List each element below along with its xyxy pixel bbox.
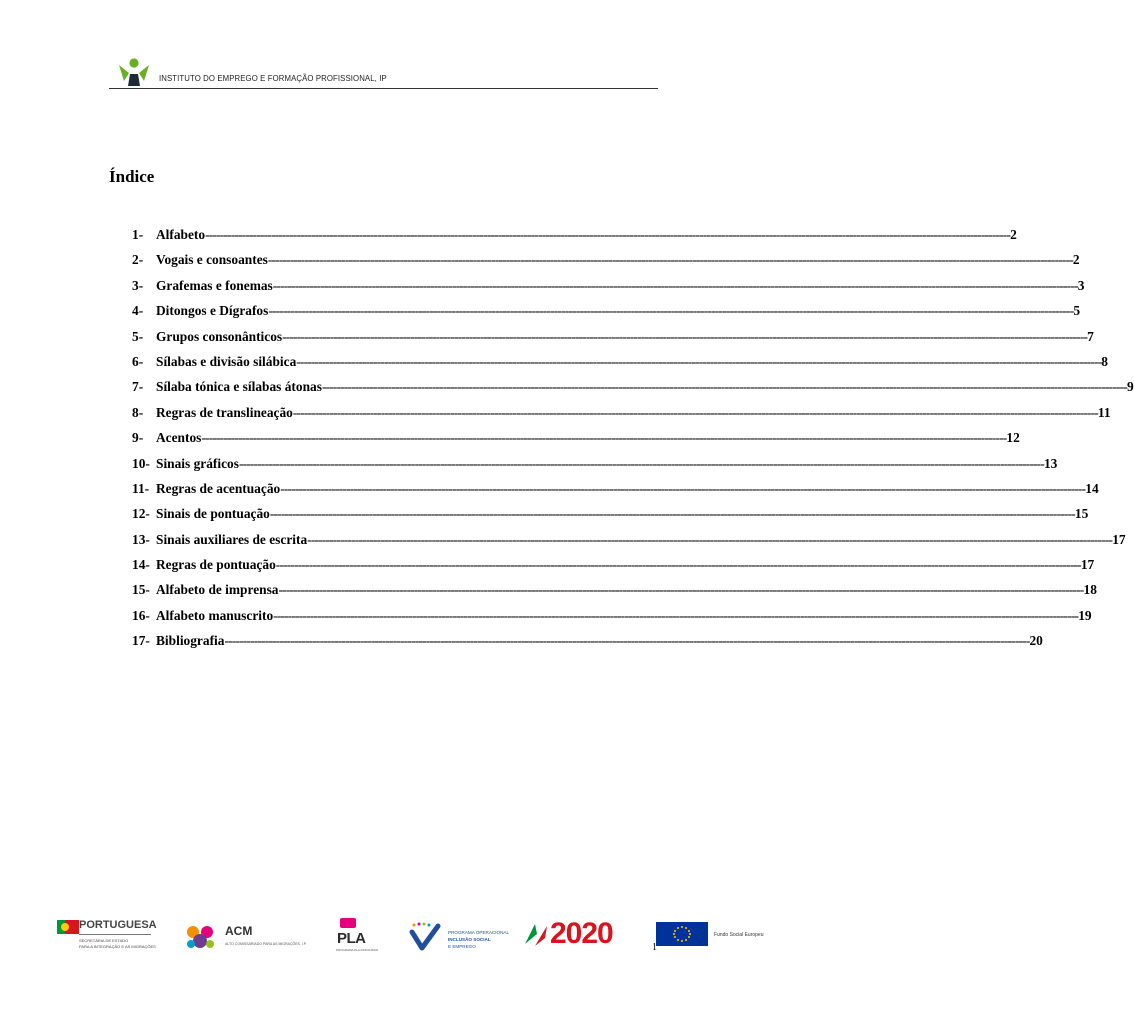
toc-entry-line bbox=[156, 531, 1126, 548]
toc-entry-title: Alfabeto bbox=[156, 227, 206, 242]
toc-leader-dashes: ---------------------------------------------------------------------------------------------------------------------------------------------------------------------------------------------------------------------------- bbox=[269, 506, 1075, 522]
toc-entry-number: 4- bbox=[132, 303, 144, 319]
toc-leader-dashes: ---------------------------------------------------------------------------------------------------------------------------------------------------------------------------------------------------------------------------- bbox=[278, 582, 1084, 598]
poise-check-icon bbox=[410, 922, 440, 952]
toc-leader-dashes: ---------------------------------------------------------------------------------------------------------------------------------------------------------------------------------------------------------------------------- bbox=[296, 353, 1102, 369]
republica-emblem-icon bbox=[57, 920, 79, 934]
toc-entry bbox=[132, 302, 1081, 327]
toc-entry bbox=[132, 556, 1095, 581]
toc-entry-number: 5- bbox=[132, 328, 144, 344]
toc-entry-page: 12 bbox=[1006, 430, 1020, 446]
toc-entry bbox=[132, 353, 1108, 378]
toc-entry bbox=[132, 328, 1094, 353]
toc-entry-line bbox=[156, 328, 1094, 345]
toc-entry-line bbox=[156, 632, 1043, 649]
toc-entry-page: 7 bbox=[1087, 328, 1094, 344]
eu-flag-icon bbox=[656, 922, 708, 946]
toc-entry bbox=[132, 455, 1058, 480]
toc-entry-number: 14- bbox=[132, 557, 150, 573]
toc-entry-page: 17 bbox=[1112, 531, 1126, 547]
toc-leader-dashes: ---------------------------------------------------------------------------------------------------------------------------------------------------------------------------------------------------------------------------- bbox=[205, 227, 1011, 242]
toc-entry-page: 9 bbox=[1126, 379, 1134, 395]
toc-entry-title: Alfabeto de imprensa bbox=[156, 582, 279, 598]
portugal-2020-text: 2020 bbox=[550, 917, 613, 950]
toc-entry-number: 6- bbox=[132, 353, 144, 369]
toc-entry-number: 12- bbox=[132, 506, 150, 522]
republica-sub2: PARA A INTEGRAÇÃO E AS MIGRAÇÕES bbox=[79, 944, 156, 949]
table-of-contents bbox=[132, 226, 1134, 658]
toc-entry bbox=[132, 404, 1111, 429]
toc-entry bbox=[132, 277, 1085, 302]
toc-entry-number: 1- bbox=[132, 227, 144, 242]
toc-entry-page: 11 bbox=[1097, 404, 1111, 420]
page-title: Índice bbox=[109, 167, 155, 186]
toc-leader-dashes: ---------------------------------------------------------------------------------------------------------------------------------------------------------------------------------------------------------------------------- bbox=[272, 277, 1078, 293]
toc-entry-title: Sinais auxiliares de escrita bbox=[156, 531, 308, 547]
pla-sub: PROGRAMA PLA ASSOCIADO bbox=[336, 948, 379, 952]
poise-logo bbox=[410, 916, 510, 956]
acm-sub: ALTO COMISSARIADO PARA AS MIGRAÇÕES, I.P. bbox=[225, 942, 307, 946]
toc-entry-number: 9- bbox=[132, 430, 144, 446]
iefp-logo-icon bbox=[115, 56, 155, 88]
toc-entry-page: 2 bbox=[1010, 227, 1017, 242]
toc-entry-number: 3- bbox=[132, 277, 144, 293]
toc-entry-number: 16- bbox=[132, 607, 150, 623]
pla-name: PLA bbox=[337, 930, 366, 947]
toc-entry bbox=[132, 607, 1092, 632]
pla-emblem-icon bbox=[340, 918, 356, 928]
acm-emblem-icon bbox=[183, 922, 219, 952]
republica-portuguesa-logo bbox=[55, 918, 155, 956]
toc-entry-number: 17- bbox=[132, 633, 150, 649]
toc-entry-line bbox=[156, 607, 1092, 624]
acm-name: ACM bbox=[225, 924, 253, 938]
toc-entry-line bbox=[156, 302, 1081, 319]
toc-entry-number: 13- bbox=[132, 531, 150, 547]
toc-leader-dashes: ---------------------------------------------------------------------------------------------------------------------------------------------------------------------------------------------------------------------------- bbox=[273, 607, 1079, 623]
toc-leader-dashes: ---------------------------------------------------------------------------------------------------------------------------------------------------------------------------------------------------------------------------- bbox=[280, 480, 1086, 496]
toc-entry-title: Grupos consonânticos bbox=[156, 328, 283, 344]
toc-entry-title: Vogais e consoantes bbox=[156, 252, 268, 268]
toc-entry bbox=[132, 429, 1020, 454]
republica-sub1: SECRETÁRIA DE ESTADO bbox=[79, 938, 129, 943]
toc-leader-dashes: ---------------------------------------------------------------------------------------------------------------------------------------------------------------------------------------------------------------------------- bbox=[292, 404, 1098, 420]
toc-entry bbox=[132, 226, 1017, 251]
toc-entry bbox=[132, 531, 1126, 556]
toc-entry-line bbox=[156, 404, 1111, 421]
toc-entry bbox=[132, 581, 1097, 606]
toc-entry-line bbox=[156, 353, 1108, 370]
toc-entry-line bbox=[156, 455, 1058, 472]
portugal-2020-mark-icon bbox=[523, 922, 549, 948]
toc-entry-page: 3 bbox=[1077, 277, 1085, 293]
toc-entry-number: 11- bbox=[132, 480, 150, 496]
toc-entry-number: 7- bbox=[132, 379, 144, 395]
toc-entry-page: 17 bbox=[1080, 557, 1095, 573]
toc-leader-dashes: ---------------------------------------------------------------------------------------------------------------------------------------------------------------------------------------------------------------------------- bbox=[282, 328, 1088, 344]
toc-entry bbox=[132, 480, 1099, 505]
portugal-2020-logo bbox=[523, 917, 641, 952]
toc-leader-dashes: ---------------------------------------------------------------------------------------------------------------------------------------------------------------------------------------------------------------------------- bbox=[238, 455, 1044, 471]
toc-entry-title: Grafemas e fonemas bbox=[156, 277, 273, 293]
toc-entry-page: 14 bbox=[1085, 480, 1099, 496]
toc-entry-page: 5 bbox=[1073, 303, 1081, 319]
republica-divider bbox=[79, 934, 151, 935]
toc-entry bbox=[132, 251, 1080, 276]
toc-entry-line bbox=[156, 277, 1085, 294]
toc-leader-dashes: ---------------------------------------------------------------------------------------------------------------------------------------------------------------------------------------------------------------------------- bbox=[267, 252, 1073, 268]
eu-fund-text: Fundo Social Europeu bbox=[714, 932, 764, 938]
toc-entry-title: Sinais de pontuação bbox=[156, 506, 270, 522]
poise-sub3: E EMPREGO bbox=[448, 944, 476, 949]
toc-entry-number: 15- bbox=[132, 582, 150, 598]
republica-name: PORTUGUESA bbox=[79, 919, 157, 931]
toc-entry-line bbox=[156, 581, 1097, 598]
toc-leader-dashes: ---------------------------------------------------------------------------------------------------------------------------------------------------------------------------------------------------------------------------- bbox=[268, 303, 1074, 319]
toc-entry-number: 2- bbox=[132, 252, 144, 268]
toc-entry-line bbox=[156, 429, 1020, 446]
toc-entry-title: Alfabeto manuscrito bbox=[156, 607, 274, 623]
poise-sub2: INCLUSÃO SOCIAL bbox=[448, 937, 491, 942]
toc-entry-title: Regras de acentuação bbox=[156, 480, 281, 496]
toc-entry-page: 18 bbox=[1083, 582, 1097, 598]
toc-entry-title: Regras de pontuação bbox=[156, 557, 276, 573]
toc-leader-dashes: ---------------------------------------------------------------------------------------------------------------------------------------------------------------------------------------------------------------------------- bbox=[307, 531, 1113, 547]
toc-entry-title: Acentos bbox=[156, 430, 202, 446]
toc-leader-dashes: ---------------------------------------------------------------------------------------------------------------------------------------------------------------------------------------------------------------------------- bbox=[224, 633, 1030, 649]
header-rule bbox=[109, 88, 658, 89]
toc-entry-title: Sílabas e divisão silábica bbox=[156, 353, 297, 369]
toc-entry-page: 2 bbox=[1072, 252, 1080, 268]
toc-entry-page: 15 bbox=[1074, 506, 1089, 522]
toc-entry-page: 8 bbox=[1101, 353, 1108, 369]
toc-entry-number: 10- bbox=[132, 455, 150, 471]
toc-entry-line bbox=[156, 226, 1017, 243]
toc-entry-line bbox=[156, 378, 1134, 395]
toc-entry-page: 13 bbox=[1043, 455, 1058, 471]
toc-entry-line bbox=[156, 556, 1095, 573]
toc-entry bbox=[132, 632, 1043, 657]
poise-sub1: PROGRAMA OPERACIONAL bbox=[448, 930, 510, 935]
header bbox=[109, 56, 658, 90]
toc-entry-line bbox=[156, 251, 1080, 268]
pla-logo bbox=[334, 918, 379, 956]
toc-leader-dashes: ---------------------------------------------------------------------------------------------------------------------------------------------------------------------------------------------------------------------------- bbox=[275, 557, 1081, 573]
toc-entry-title: Ditongos e Dígrafos bbox=[156, 303, 269, 319]
toc-leader-dashes: ---------------------------------------------------------------------------------------------------------------------------------------------------------------------------------------------------------------------------- bbox=[321, 379, 1127, 395]
toc-entry-line bbox=[156, 505, 1089, 522]
institution-name: INSTITUTO DO EMPREGO E FORMAÇÃO PROFISSIONAL, IP bbox=[159, 74, 387, 83]
toc-leader-dashes: ---------------------------------------------------------------------------------------------------------------------------------------------------------------------------------------------------------------------------- bbox=[201, 430, 1007, 446]
toc-entry-title: Sílaba tónica e sílabas átonas bbox=[156, 379, 322, 395]
toc-entry-number: 8- bbox=[132, 404, 144, 420]
toc-entry-title: Sinais gráficos bbox=[156, 455, 239, 471]
toc-entry-page: 19 bbox=[1078, 607, 1092, 623]
acm-logo bbox=[183, 920, 308, 956]
toc-entry-line bbox=[156, 480, 1099, 497]
toc-entry-page: 20 bbox=[1029, 633, 1043, 649]
toc-entry-title: Regras de translineação bbox=[156, 404, 293, 420]
page-number: 1 bbox=[652, 942, 657, 953]
eu-fund-logo bbox=[656, 922, 766, 948]
toc-entry-title: Bibliografia bbox=[156, 633, 225, 649]
toc-entry bbox=[132, 378, 1134, 403]
toc-entry bbox=[132, 505, 1089, 530]
